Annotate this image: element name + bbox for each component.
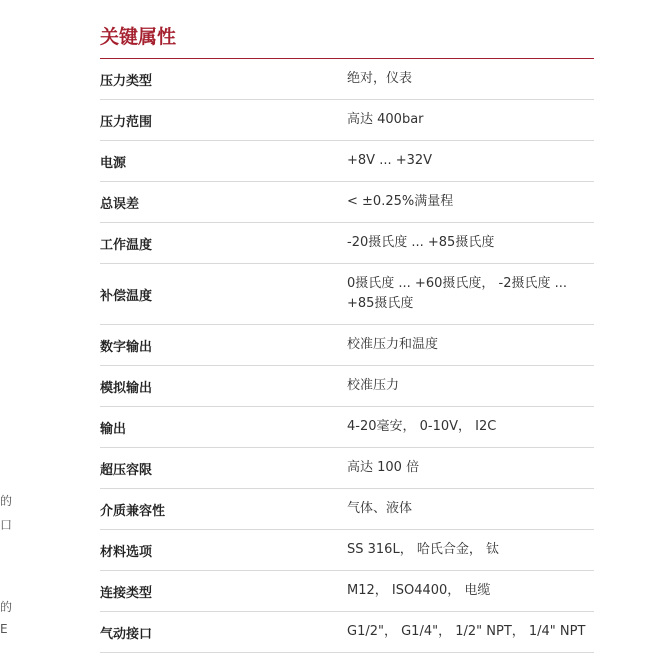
spec-label: 工作温度 — [100, 237, 153, 253]
spec-label: 压力类型 — [100, 73, 153, 89]
spec-label: 输出 — [100, 421, 127, 437]
spec-value: < ±0.25%满量程 — [347, 194, 454, 209]
spec-value: 绝对，仪表 — [347, 71, 413, 86]
spec-label: 超压容限 — [100, 462, 153, 478]
spec-value: -20摄氏度 ... +85摄氏度 — [347, 235, 495, 250]
spec-label: 压力范围 — [100, 114, 153, 130]
spec-value: 0摄氏度 ... +60摄氏度， -2摄氏度 ... +85摄氏度 — [347, 276, 567, 311]
spec-value: 气体、液体 — [347, 501, 413, 516]
spec-value: M12， ISO4400， 电缆 — [347, 583, 491, 598]
section-title: 关键属性 — [100, 22, 594, 59]
spec-label: 数字输出 — [100, 339, 153, 355]
spec-value: +8V ... +32V — [347, 153, 433, 168]
spec-label: 总误差 — [100, 196, 140, 212]
spec-value: 高达 400bar — [347, 112, 424, 127]
clipped-text-fragment: E — [0, 622, 8, 636]
spec-label: 补偿温度 — [100, 288, 153, 304]
spec-row-operating-temperature — [100, 223, 594, 264]
spec-row-total-error — [100, 182, 594, 223]
spec-value: 校准压力 — [347, 378, 400, 393]
spec-row-compensated-temperature — [100, 264, 594, 325]
spec-label: 介质兼容性 — [100, 503, 166, 519]
spec-row-analog-output — [100, 366, 594, 407]
spec-label: 电源 — [100, 155, 127, 171]
spec-row-material-options — [100, 530, 594, 571]
spec-value: 4-20毫安， 0-10V， I2C — [347, 419, 497, 434]
spec-value: G1/2"， G1/4"， 1/2" NPT， 1/4" NPT — [347, 624, 586, 639]
spec-row-power-supply — [100, 141, 594, 182]
spec-row-pressure-type — [100, 59, 594, 100]
spec-label: 连接类型 — [100, 585, 153, 601]
clipped-text-fragment: 的 — [0, 600, 13, 614]
spec-value: 高达 100 倍 — [347, 460, 420, 475]
spec-label: 气动接口 — [100, 626, 153, 642]
spec-label: 材料选项 — [100, 544, 153, 560]
spec-row-overpressure-tolerance — [100, 448, 594, 489]
spec-row-media-compatibility — [100, 489, 594, 530]
spec-value: 校准压力和温度 — [347, 337, 439, 352]
spec-value: SS 316L， 哈氏合金， 钛 — [347, 542, 499, 557]
spec-row-pneumatic-port — [100, 612, 594, 653]
spec-row-connection-type — [100, 571, 594, 612]
spec-table — [100, 59, 594, 653]
key-properties-section — [100, 22, 594, 653]
spec-row-pressure-range — [100, 100, 594, 141]
spec-label: 模拟输出 — [100, 380, 153, 396]
clipped-text-fragment: 口 — [0, 518, 13, 532]
spec-row-output — [100, 407, 594, 448]
clipped-text-fragment: 的 — [0, 494, 13, 508]
spec-row-digital-output — [100, 325, 594, 366]
